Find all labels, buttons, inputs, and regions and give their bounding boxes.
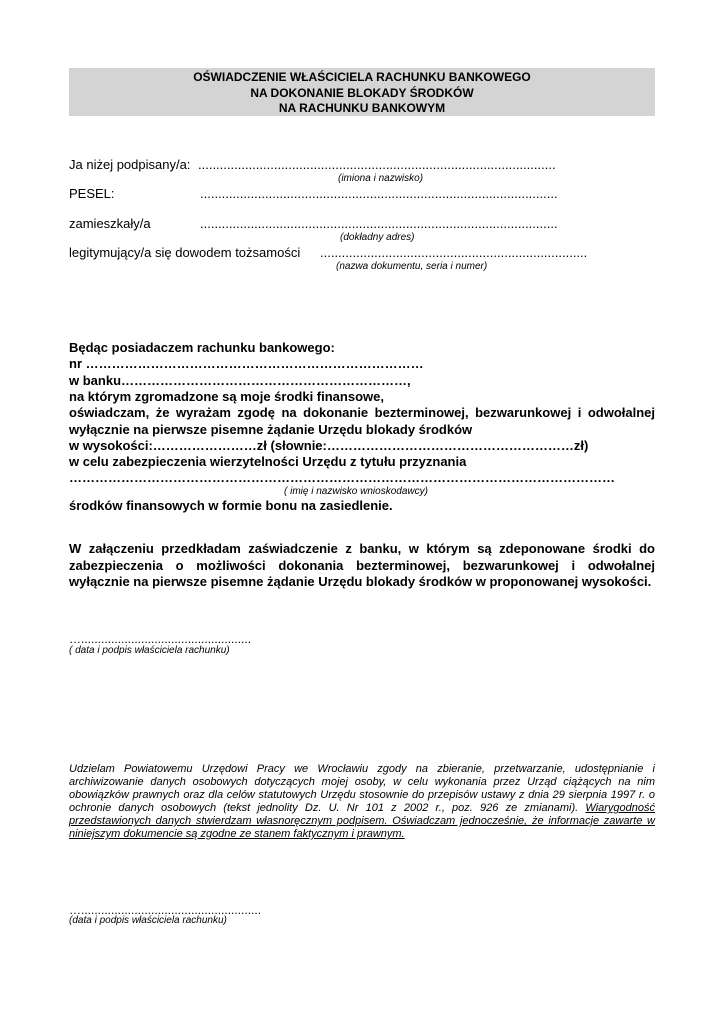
title-line-1: OŚWIADCZENIE WŁAŚCICIELA RACHUNKU BANKOWEGO	[193, 70, 531, 84]
applicant-field[interactable]: ………………………………………………………………………………………………………………	[69, 470, 615, 485]
final-line: środków finansowych w formie bonu na zasiedlenie.	[69, 498, 393, 513]
funds-line: na którym zgromadzone są moje środki finansowe,	[69, 389, 384, 404]
attachment-statement: W załączeniu przedkładam zaświadczenie z banku, w którym są zdeponowane środki do zabezpieczenia o możliwości dokonania bezterminowej, bezwarunkowej i odwołalnej wyłącznie na pierwsze pisemne żądanie Urzędu blokady środków w proponowanej wysokości.	[69, 541, 655, 589]
name-caption: (imiona i nazwisko)	[338, 173, 424, 184]
consent-underlined-text: Wiarygodność przedstawionych danych stwierdzam własnoręcznym podpisem. Oświadczam jednocześnie, że informacje zawarte w niniejszym dokumencie są zgodne ze stanem faktycznym i prawnym.	[69, 802, 656, 840]
pesel-label: PESEL:	[69, 186, 115, 201]
name-label: Ja niżej podpisany/a:	[69, 157, 191, 172]
consent-text: Udzielam Powiatowemu Urzędowi Pracy we Wrocławiu zgody na zbieranie, przetwarzanie, udostępnianie i archiwizowanie danych osobowych dotyczących mojej osoby, w celu wykonania przez Urząd ciążących na nim obowiązków prawnych oraz dla celów statutowych Urzędu stosownie do przepisów ustawy z dnia 29 sierpnia 1997 r. o ochronie danych osobowych (tekst jednolity Dz. U. Nr 101 z 2002 r., poz. 926 ze zmianami).	[69, 763, 655, 814]
address-label: zamieszkały/a	[69, 216, 151, 231]
amount-line[interactable]: w wysokości:……………………zł (słownie:…………………………………………………zł)	[69, 438, 589, 453]
pesel-field[interactable]: ...................................................................................................	[200, 186, 558, 201]
signature-field-2[interactable]: …......................................................	[69, 903, 262, 917]
address-field[interactable]: ...................................................................................................	[200, 216, 558, 231]
title-line-2: NA DOKONANIE BLOKADY ŚRODKÓW	[250, 85, 474, 100]
signature-caption-1: ( data i podpis właściciela rachunku)	[69, 645, 230, 656]
bank-heading: Będąc posiadaczem rachunku bankowego:	[69, 340, 335, 355]
document-title	[69, 68, 655, 116]
id-label: legitymujący/a się dowodem tożsamości	[69, 245, 301, 260]
signature-caption-2: (data i podpis właściciela rachunku)	[69, 915, 227, 926]
id-caption: (nazwa dokumentu, seria i numer)	[336, 261, 488, 272]
name-field[interactable]: ...................................................................................................	[198, 157, 556, 172]
title-line-3: NA RACHUNKU BANKOWYM	[278, 101, 446, 115]
data-consent-paragraph	[69, 763, 655, 841]
id-field[interactable]: ..........................................................................	[320, 245, 588, 260]
account-number-line[interactable]: nr ……………………………………………………………………	[69, 356, 424, 371]
applicant-caption: ( imię i nazwisko wnioskodawcy)	[284, 486, 428, 497]
bank-name-line[interactable]: w banku…………………………………………………………,	[69, 373, 411, 388]
consent-statement: oświadczam, że wyrażam zgodę na dokonanie bezterminowej, bezwarunkowej i odwołalnej wyłącznie na pierwsze pisemne żądanie Urzędu blokady środków	[69, 405, 655, 437]
address-caption: (dokładny adres)	[340, 232, 415, 243]
purpose-line: w celu zabezpieczenia wierzytelności Urzędu z tytułu przyznania	[69, 454, 467, 469]
signature-field-1[interactable]: …...................................................	[69, 632, 252, 646]
